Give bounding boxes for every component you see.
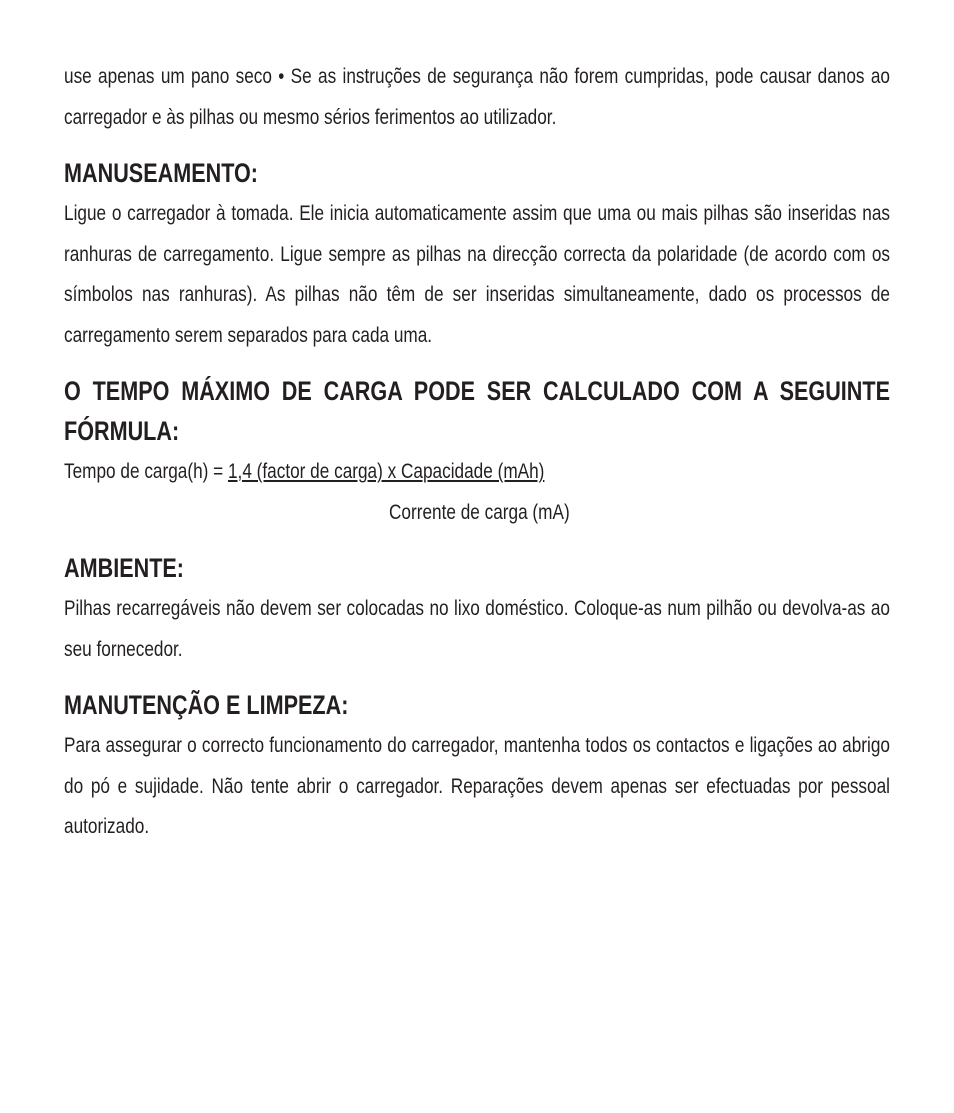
formula-numerator-line xyxy=(64,451,890,492)
manual-page xyxy=(64,56,890,847)
handling-heading: MANUSEAMENTO: xyxy=(64,158,258,188)
environment-heading: AMBIENTE: xyxy=(64,553,184,583)
maintenance-body: Para assegurar o correcto funcionamento do carregador, mantenha todos os contactos e ligações ao abrigo do pó e sujidade. Não tente abrir o carregador. Reparações devem apenas ser efectuadas por pessoal autorizado. xyxy=(64,733,890,838)
handling-body: Ligue o carregador à tomada. Ele inicia automaticamente assim que uma ou mais pilhas são inseridas nas ranhuras de carregamento. Ligue sempre as pilhas na direcção correcta da polaridade (de acordo com os símbolos nas ranhuras). As pilhas não têm de ser inseridas simultaneamente, dado os processos de carregamento serem separados para cada uma. xyxy=(64,201,890,347)
intro-paragraph: use apenas um pano seco • Se as instruções de segurança não forem cumpridas, pode causar danos ao carregador e às pilhas ou mesmo sérios ferimentos ao utilizador. xyxy=(64,64,890,129)
environment-body: Pilhas recarregáveis não devem ser colocadas no lixo doméstico. Coloque-as num pilhão ou devolva-as ao seu fornecedor. xyxy=(64,596,890,661)
maintenance-heading: MANUTENÇÃO E LIMPEZA: xyxy=(64,690,349,720)
formula-denominator: Corrente de carga (mA) xyxy=(389,499,570,524)
formula-heading: O TEMPO MÁXIMO DE CARGA PODE SER CALCULADO COM A SEGUINTE FÓRMULA: xyxy=(64,376,890,446)
formula-lhs: Tempo de carga(h) = xyxy=(64,459,228,483)
formula-numerator: 1,4 (factor de carga) x Capacidade (mAh) xyxy=(227,459,545,483)
maintenance-section xyxy=(64,685,890,847)
formula-section xyxy=(64,371,890,532)
environment-section xyxy=(64,548,890,669)
handling-section xyxy=(64,153,890,355)
